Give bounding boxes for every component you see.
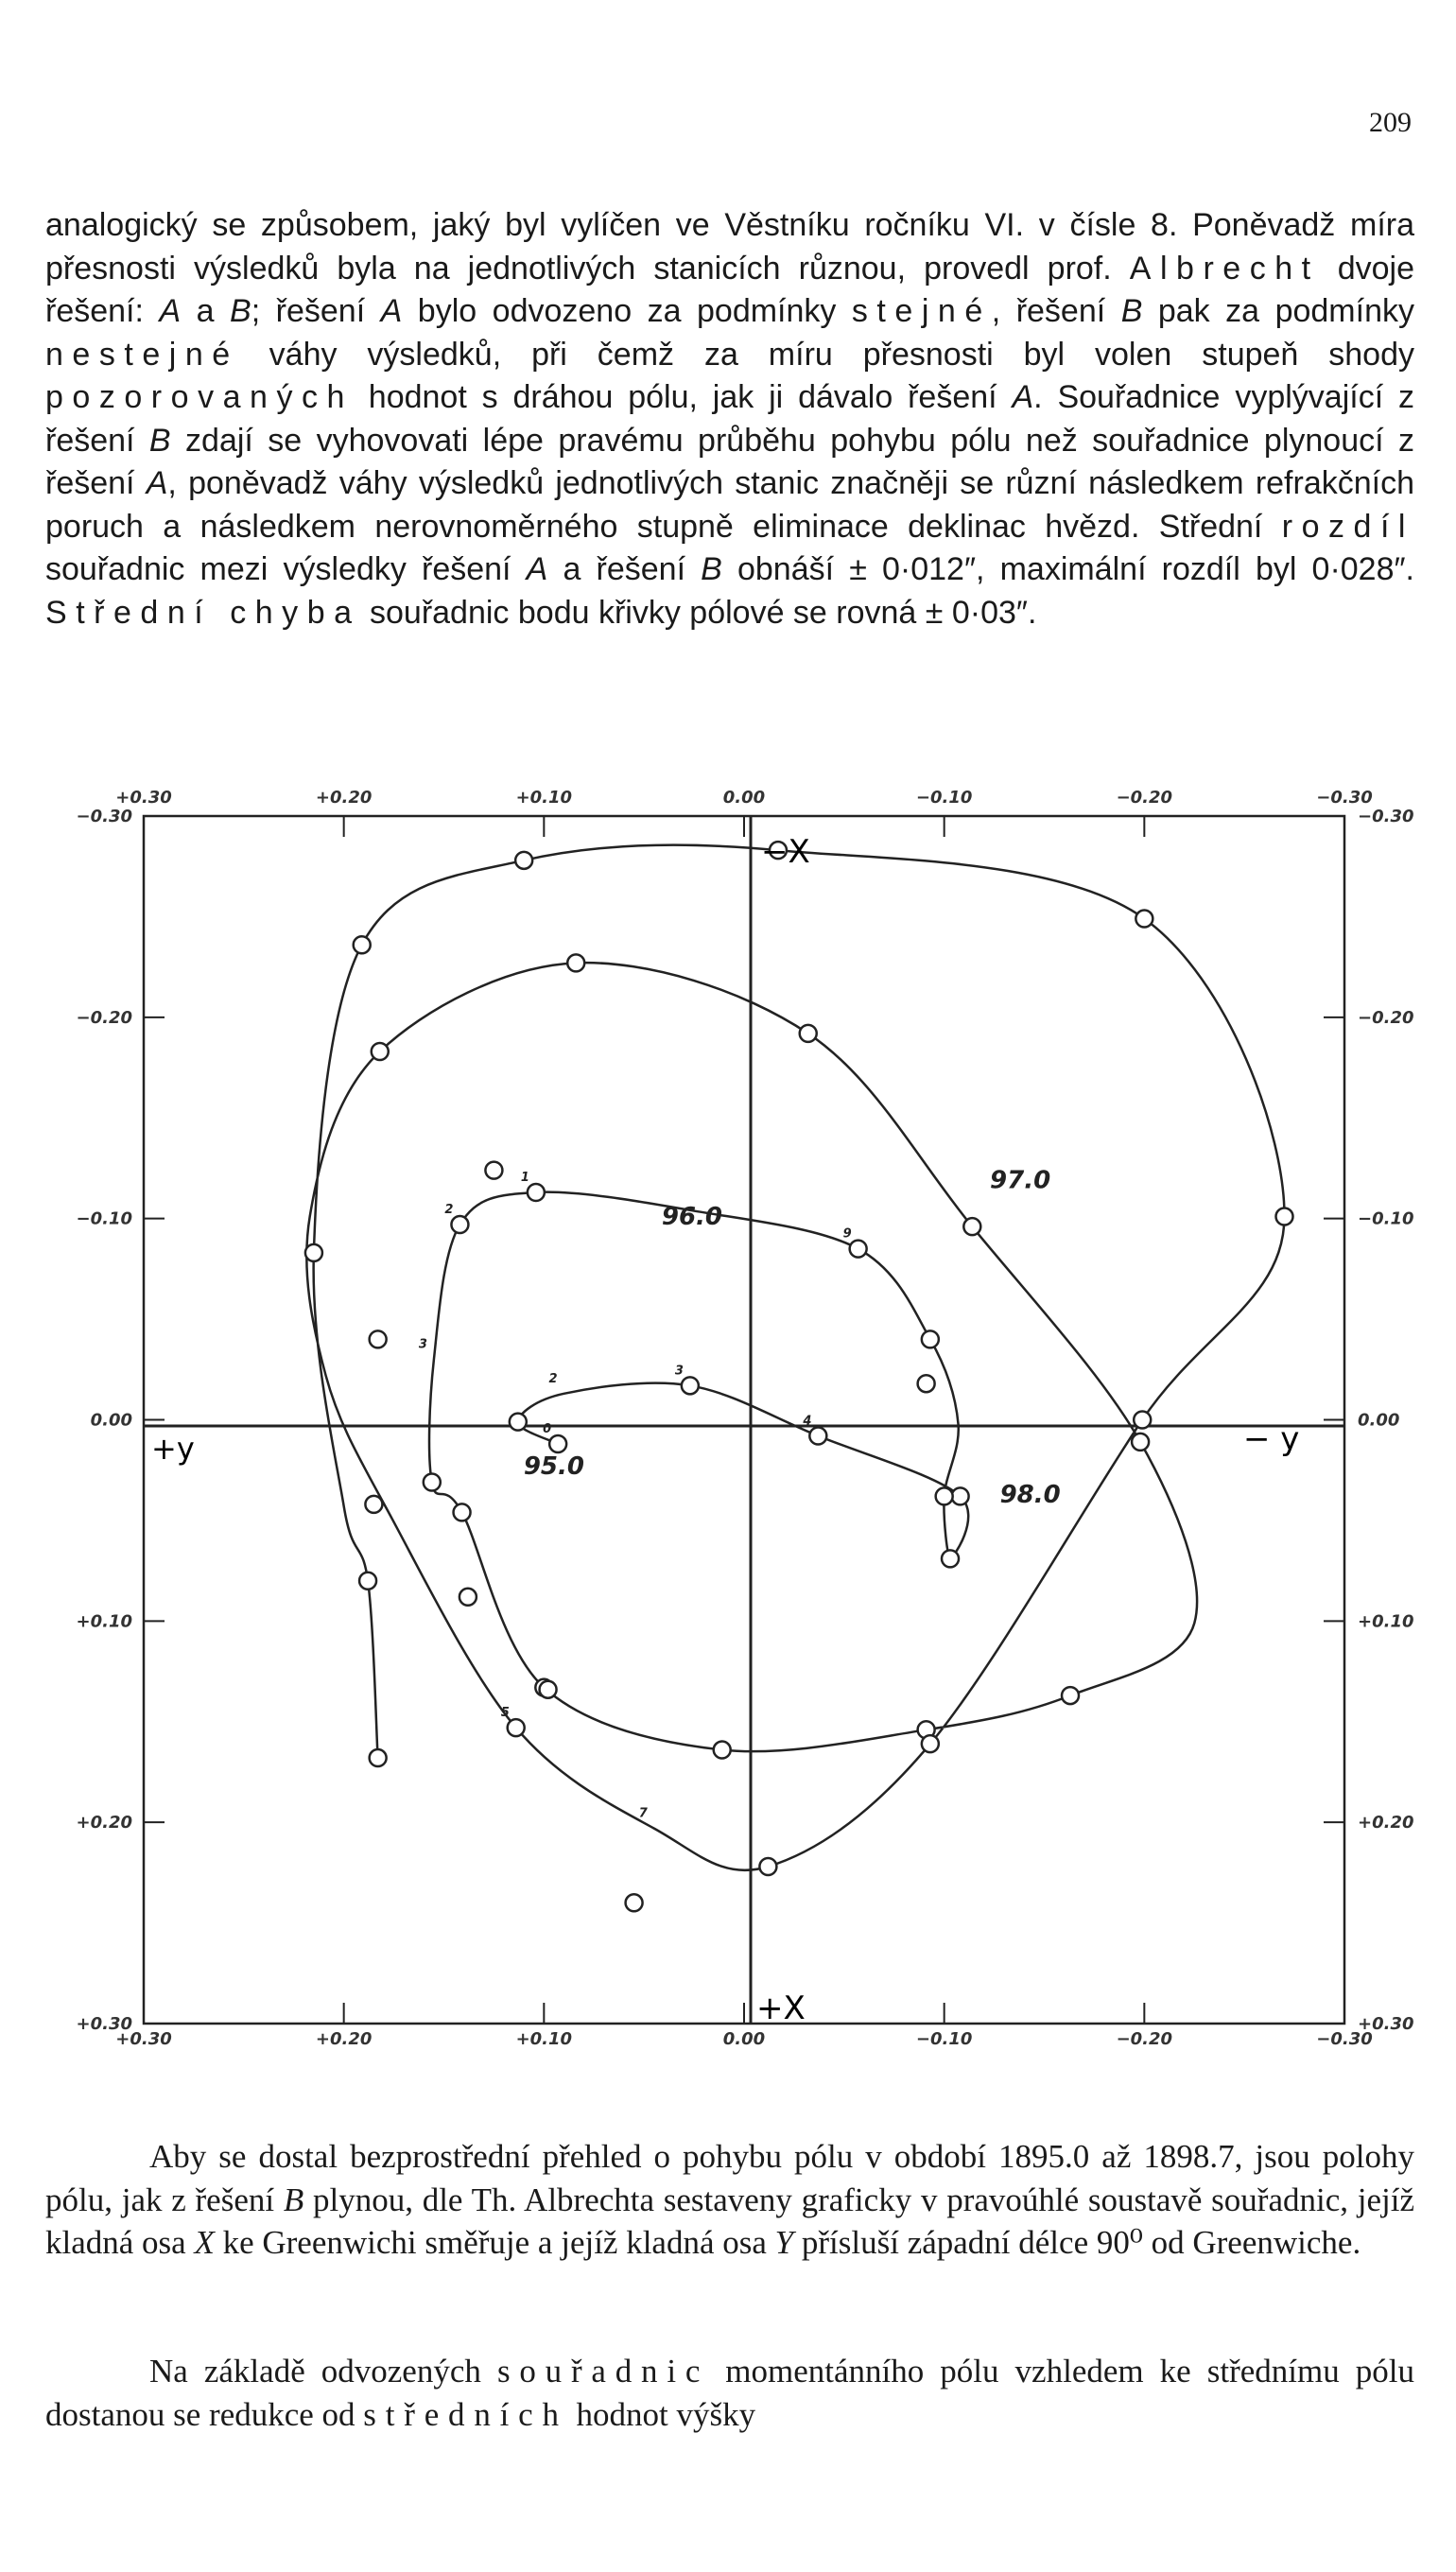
data-point-marker [454,1503,471,1521]
point-label: 7 [638,1806,648,1821]
tick-label-bottom: −0.20 [1116,2029,1173,2049]
data-point-marker [922,1330,939,1347]
data-point-marker [850,1241,867,1258]
data-point-marker [485,1162,502,1179]
tick-label-top: −0.20 [1116,788,1173,808]
axis-label-minus-x: −X [761,833,810,871]
data-point-marker [942,1550,959,1567]
data-point-marker [567,954,584,971]
page-number: 209 [1369,107,1412,138]
tick-label-top: +0.10 [515,788,573,808]
tick-label-bottom: −0.30 [1316,2029,1373,2049]
tick-label-left: 0.00 [90,1410,132,1431]
tick-label-top: +0.30 [115,788,172,808]
data-point-marker [1134,1412,1151,1429]
paragraph-coordinates-solutions: analogický se způsobem, jaký byl vylíčen ve Věstníku ročníku VI. v čísle 8. Poněvadž míra přesnosti výsledků byla na jednotlivých stanicích různou, provedl prof. Albrecht dvoje řešení: A a B; řešení A bylo odvozeno za podmínky stejné, řešení B pak za podmínky nestejné váhy výsledků, při čemž za míru přesnosti byl volen stupeň shody pozorovaných hodnot s dráhou pólu, jak ji dávalo řešení A. Souřadnice vyplývající z řešení B zdají se vyhovovati lépe pravému průběhu pohybu pólu než souřadnice plynoucí z řešení A, poněvadž váhy výsledků jednotlivých stanic značněji se různí následkem refrakčních poruch a následkem nerovnoměrného stupně eliminace deklinac hvězd. Střední rozdíl souřadnic mezi výsledky řešení A a řešení B obnáší ± 0·012″, maximální rozdíl byl 0·028″. Střední chyba souřadnic bodu křivky pólové se rovná ± 0·03″. [45,207,1414,631]
tick-label-bottom: +0.20 [315,2029,373,2049]
axis-label-minus-y: − y [1243,1420,1300,1458]
pole-path-curve [306,845,1284,1870]
point-label: 1 [520,1170,529,1185]
point-label: 3 [418,1337,427,1352]
tick-label-top: −0.10 [915,788,973,808]
tick-label-left: +0.30 [76,2014,132,2034]
data-point-marker [918,1375,935,1392]
tick-label-left: −0.20 [76,1007,132,1028]
tick-label-bottom: 0.00 [722,2029,766,2049]
point-labels [419,1171,852,1821]
year-label: 95.0 [523,1451,584,1481]
data-point-marker [1062,1687,1079,1704]
tick-label-right: −0.20 [1358,1007,1414,1028]
data-point-marker [682,1377,699,1394]
data-point-marker [359,1573,376,1590]
point-label: 3 [674,1364,684,1379]
data-point-marker [714,1742,731,1759]
year-labels [524,1167,1061,1509]
tick-label-right: −0.10 [1358,1208,1414,1229]
tick-label-bottom: +0.30 [115,2029,172,2049]
data-point-marker [354,936,371,953]
point-label: 2 [444,1203,454,1218]
data-point-marker [510,1414,527,1431]
point-label: 2 [548,1371,558,1386]
observation-markers [305,842,1293,1911]
data-point-marker [365,1496,382,1513]
year-label: 97.0 [990,1166,1051,1195]
paragraph-graph-description: Aby se dostal bezprostřední přehled o pohybu pólu v období 1895.0 až 1898.7, jsou polohy pólu, jak z řešení B plynou, dle Th. Albrechta sestaveny graficky v pravoúhlé soustavě souřadnic, jejíž kladná osa X ke Greenwichi směřuje a jejíž kladná osa Y přísluší západní délce 90⁰ od Greenwiche. [45,2138,1414,2261]
tick-label-top: −0.30 [1316,788,1373,808]
name-albrecht: Albrecht [1129,250,1320,287]
tick-labels [77,788,1414,2049]
data-point-marker [1135,911,1153,928]
tick-label-right: +0.20 [1358,1813,1414,1833]
data-point-marker [424,1473,441,1490]
pole-motion-chart [57,775,1414,2080]
tick-label-top: +0.20 [315,788,373,808]
data-point-marker [305,1244,322,1261]
tick-label-right: +0.30 [1358,2014,1414,2034]
data-point-marker [936,1487,953,1504]
tick-label-bottom: +0.10 [515,2029,573,2049]
tick-label-top: 0.00 [722,788,766,808]
tick-label-left: +0.20 [76,1813,132,1833]
year-label: 98.0 [999,1480,1061,1509]
axis-label-plus-x: +X [756,1990,806,2027]
data-point-marker [528,1184,545,1201]
tick-label-right: −0.30 [1358,807,1414,826]
tick-label-left: +0.10 [76,1611,132,1632]
data-point-marker [1132,1434,1149,1451]
data-point-marker [549,1435,566,1452]
paragraph-reductions: Na základě odvozených souřadnic momentánního pólu vzhledem ke střednímu pólu dostanou se redukce od středních hodnot výšky [45,2353,1415,2433]
point-label: 5 [500,1706,510,1721]
data-point-marker [759,1858,776,1875]
data-point-marker [451,1216,468,1233]
data-point-marker [370,1330,387,1347]
point-label: 0 [543,1422,552,1437]
point-label: 9 [842,1226,852,1242]
data-point-marker [800,1025,817,1042]
data-point-marker [540,1681,557,1698]
data-point-marker [515,852,532,869]
data-point-marker [1276,1208,1293,1225]
tick-label-left: −0.30 [76,807,132,826]
tick-label-left: −0.10 [76,1208,132,1229]
data-point-marker [809,1428,826,1445]
data-point-marker [963,1218,980,1235]
point-label: 4 [803,1414,812,1429]
data-point-marker [370,1749,387,1766]
tick-label-bottom: −0.10 [915,2029,973,2049]
axis-label-plus-y: +y [151,1431,195,1467]
tick-marks [144,816,1344,2024]
tick-label-right: +0.10 [1358,1611,1414,1632]
chart-frame [144,816,1344,2024]
data-point-marker [952,1487,969,1504]
data-point-marker [508,1719,525,1736]
data-point-marker [372,1043,389,1060]
tick-label-right: 0.00 [1358,1410,1400,1431]
data-point-marker [626,1894,643,1911]
year-label: 96.0 [661,1203,723,1232]
data-point-marker [459,1589,477,1606]
data-point-marker [922,1735,939,1752]
